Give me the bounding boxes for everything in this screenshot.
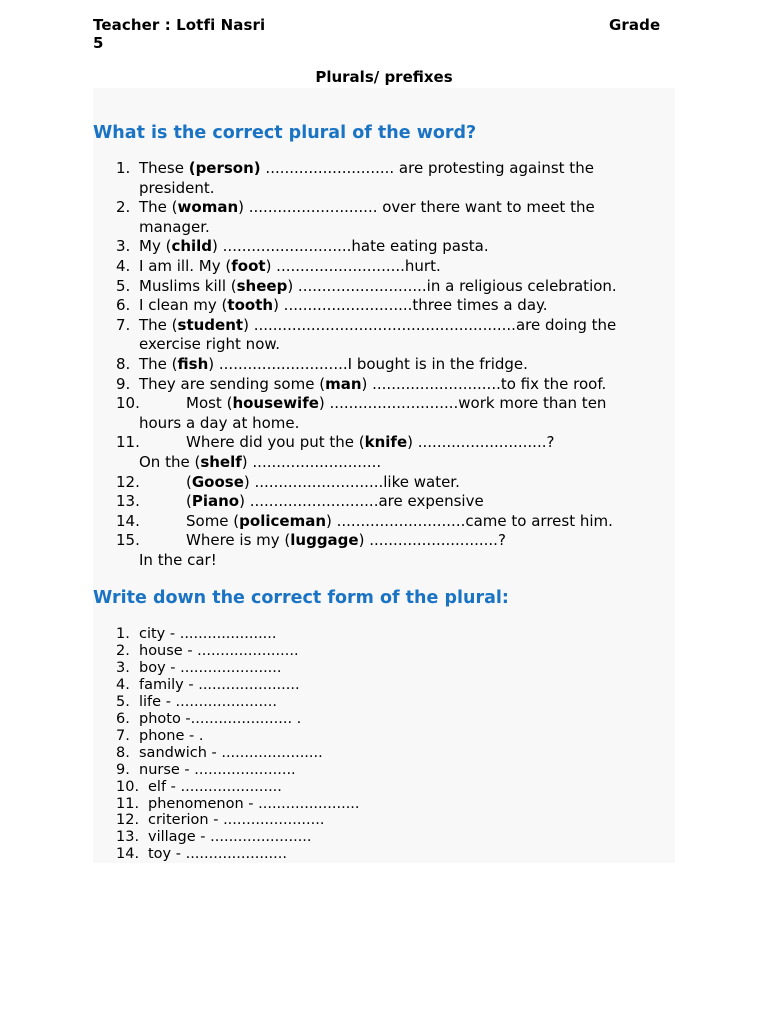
question-text: Where did you put the (knife) ...........................? bbox=[186, 433, 555, 452]
word-text: village - ...................... bbox=[148, 829, 312, 846]
question-text-continued: manager. bbox=[139, 217, 210, 236]
word-number: 11. bbox=[116, 795, 140, 812]
question-number: 12. bbox=[116, 472, 140, 491]
question-text: Some (policeman) ...........................came to arrest him. bbox=[186, 511, 613, 530]
plural-word: foot bbox=[231, 257, 266, 275]
word-text: nurse - ...................... bbox=[139, 761, 296, 778]
question-text: (Goose) ...........................like water. bbox=[186, 472, 460, 491]
question-text: Most (housewife) ...........................work more than ten bbox=[186, 394, 607, 413]
question-number: 14. bbox=[116, 511, 140, 530]
word-text: photo -...................... . bbox=[139, 710, 302, 727]
word-number: 14. bbox=[116, 846, 140, 863]
word-number: 10. bbox=[116, 778, 140, 795]
worksheet-title: Plurals/ prefixes bbox=[315, 68, 453, 86]
question-number: 6. bbox=[116, 296, 131, 315]
question-number: 2. bbox=[116, 198, 131, 217]
plural-word: student bbox=[177, 315, 244, 334]
question-number: 9. bbox=[116, 374, 131, 393]
plural-word: shelf bbox=[200, 453, 242, 471]
question-text-continued: In the car! bbox=[139, 551, 217, 569]
word-text: life - ...................... bbox=[139, 693, 277, 710]
question-number: 1. bbox=[116, 159, 131, 177]
grade-value: 5 bbox=[93, 34, 104, 52]
word-text: city - ..................... bbox=[139, 626, 277, 642]
question-number: 5. bbox=[116, 276, 131, 295]
section2-title: Write down the correct form of the plural: bbox=[93, 588, 509, 608]
question-number: 11. bbox=[116, 433, 140, 452]
word-number: 3. bbox=[116, 659, 130, 676]
question-text: They are sending some (man) ...........................to fix the roof. bbox=[139, 374, 607, 393]
plural-word: child bbox=[171, 237, 213, 256]
word-number: 1. bbox=[116, 626, 130, 642]
question-number: 4. bbox=[116, 257, 131, 275]
grade-label: Grade bbox=[609, 16, 661, 34]
word-text: toy - ...................... bbox=[148, 846, 287, 863]
section1-title: What is the correct plural of the word? bbox=[93, 123, 477, 143]
plural-word: housewife bbox=[232, 394, 319, 413]
plural-word: knife bbox=[364, 433, 408, 452]
question-text-continued: On the (shelf) ........................... bbox=[139, 453, 382, 471]
word-number: 5. bbox=[116, 693, 130, 710]
question-text: My (child) ...........................hate eating pasta. bbox=[139, 237, 489, 256]
word-text: elf - ...................... bbox=[148, 778, 282, 795]
question-text: (Piano) ...........................are expensive bbox=[186, 492, 484, 511]
question-text-continued: president. bbox=[139, 178, 215, 197]
word-number: 8. bbox=[116, 744, 130, 761]
plural-word: Piano bbox=[191, 492, 240, 511]
question-number: 8. bbox=[116, 355, 131, 373]
word-number: 7. bbox=[116, 727, 130, 744]
word-number: 13. bbox=[116, 829, 140, 846]
question-text-continued: hours a day at home. bbox=[139, 413, 300, 432]
word-text: house - ...................... bbox=[139, 642, 299, 659]
plural-word: man bbox=[325, 374, 362, 393]
word-text: boy - ...................... bbox=[139, 659, 282, 676]
question-number: 13. bbox=[116, 492, 140, 511]
teacher-name: Teacher : Lotfi Nasri bbox=[93, 16, 266, 34]
word-text: sandwich - ...................... bbox=[139, 744, 323, 761]
question-text: The (fish) ...........................I bought is in the fridge. bbox=[139, 355, 528, 373]
plural-word: tooth bbox=[227, 296, 274, 315]
word-text: criterion - ...................... bbox=[148, 812, 325, 829]
word-text: phone - . bbox=[139, 727, 204, 744]
question-number: 3. bbox=[116, 237, 131, 256]
question-text: I am ill. My (foot) ...........................hurt. bbox=[139, 257, 441, 275]
question-text: The (student) .......................................................are doing the bbox=[139, 315, 617, 334]
word-number: 2. bbox=[116, 642, 130, 659]
question-text: Where is my (luggage) ...........................? bbox=[186, 531, 506, 550]
question-number: 10. bbox=[116, 394, 140, 413]
question-number: 15. bbox=[116, 531, 140, 550]
word-number: 6. bbox=[116, 710, 130, 727]
question-number: 7. bbox=[116, 315, 131, 334]
plural-word: Goose bbox=[191, 472, 244, 491]
question-text: These (person) ........................... are protesting against the bbox=[139, 159, 594, 177]
question-text: I clean my (tooth) ...........................three times a day. bbox=[139, 296, 548, 315]
plural-word: policeman bbox=[239, 511, 326, 530]
question-text: The (woman) ........................... over there want to meet the bbox=[139, 198, 595, 217]
word-text: phenomenon - ...................... bbox=[148, 795, 360, 812]
plural-word: (person) bbox=[188, 159, 261, 177]
plural-word: luggage bbox=[290, 531, 359, 550]
word-number: 9. bbox=[116, 761, 130, 778]
word-text: family - ...................... bbox=[139, 676, 300, 693]
plural-word: sheep bbox=[236, 276, 288, 295]
word-number: 4. bbox=[116, 676, 130, 693]
question-text-continued: exercise right now. bbox=[139, 335, 281, 354]
plural-word: woman bbox=[177, 198, 239, 217]
word-number: 12. bbox=[116, 812, 140, 829]
plural-word: fish bbox=[177, 355, 209, 373]
question-text: Muslims kill (sheep) ...........................in a religious celebration. bbox=[139, 276, 617, 295]
